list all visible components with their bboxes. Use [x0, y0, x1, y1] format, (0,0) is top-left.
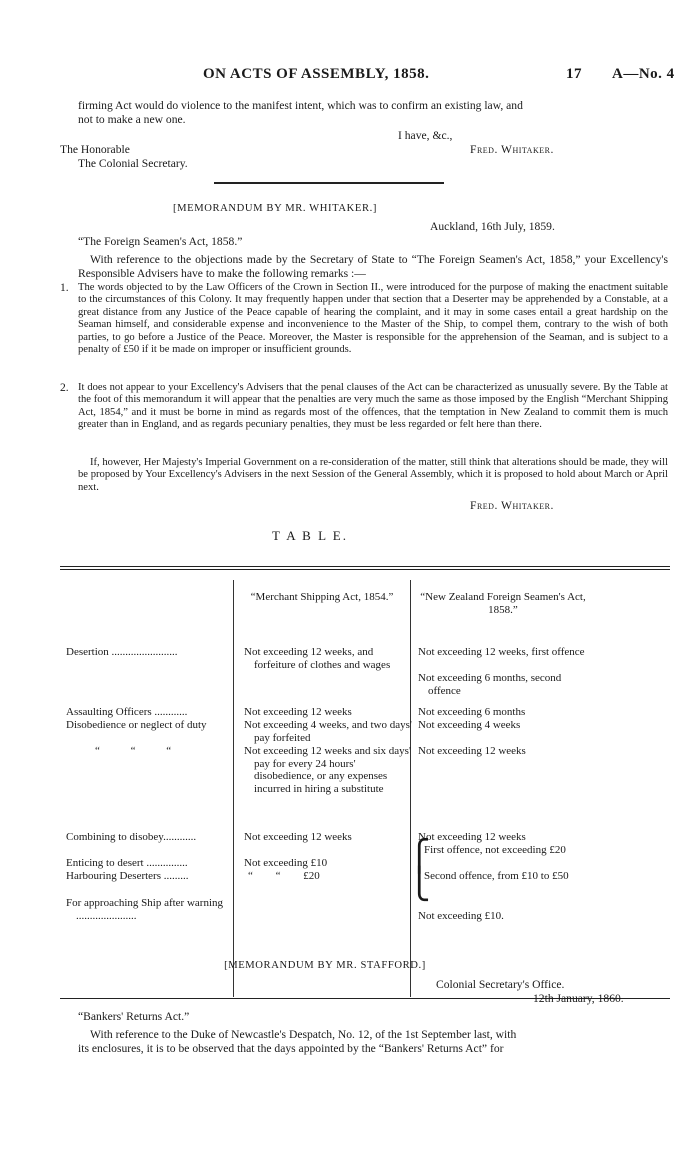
merchant-penalty-disobedience: Not exceeding 4 weeks, and two days' pay forfeited	[244, 719, 412, 744]
table-top-rule	[60, 566, 670, 567]
offence-ditto-marks: “ “ “	[95, 745, 172, 757]
page-number: 17	[566, 66, 582, 82]
offence-assaulting-officers: Assaulting Officers ............	[66, 706, 188, 718]
nz-penalty-approaching-ship: Not exceeding £10.	[418, 910, 504, 922]
point-1-paragraph: The words objected to by the Law Officers of the Crown in Section II., were introduced for the purpose of making the enactment suitable to the circumstances of this Colony. It may frequently happen under that section that a Deserter may be apprehended by a Constable, at a great distance from any Justice of the Peace capable of hearing the complaint, and it may in some cases entail a great hardship on the Seaman himself, and considerable expense and inconvenience to the Master of the Ship, to compel them, contrary to the wish of both parties, to go before a Justice of the Peace. Moreover, the Master is responsible for the apprehension of the Seaman, and is subject to a penalty of £50 if it be made on improper or insufficient grounds.	[78, 282, 668, 356]
closing-paragraph: If, however, Her Majesty's Imperial Government on a re-consideration of the matter, still think that alterations should be made, they will be proposed by Your Excellency's Advisers in the next Session of the General Assembly, which it is proposed to hold about March or April next.	[78, 457, 668, 493]
document-reference: A—No. 4	[612, 66, 675, 82]
offence-harbouring: Harbouring Deserters .........	[66, 870, 189, 882]
merchant-penalty-desertion: Not exceeding 12 weeks, and forfeiture of clothes and wages	[244, 646, 391, 671]
nz-penalty-second-offence: Second offence, from £10 to £50	[424, 870, 569, 882]
memo-signature-whitaker: Fred. Whitaker.	[470, 499, 554, 512]
memo-date-stafford: 12th January, 1860.	[533, 992, 624, 1005]
point-1-number: 1.	[60, 281, 69, 294]
table-header-merchant-shipping: “Merchant Shipping Act, 1854.”	[250, 591, 394, 603]
letter-signature: Fred. Whitaker.	[470, 143, 554, 156]
offence-combining: Combining to disobey............	[66, 831, 197, 843]
offence-approaching-ship: For approaching Ship after warning ......................	[66, 897, 224, 922]
nz-penalty-desertion-second: Not exceeding 6 months, second offence	[418, 672, 562, 697]
merchant-penalty-harbouring: “ “ £20	[248, 870, 320, 882]
point-2-paragraph: It does not appear to your Excellency's Advisers that the penal clauses of the Act can be characterized as unusually severe. By the Table at the foot of this memorandum it will appear that the penalties are very much the same as those imposed by the English “Merchant Shipping Act, 1854,” and it must be borne in mind as regards most of the offences, that the temptation in New Zealand to commit them is much greater than in England, and as regards pecuniary penalties, they must be less regarded or felt here than there.	[78, 382, 668, 431]
offence-enticing: Enticing to desert ...............	[66, 857, 188, 869]
merchant-penalty-assaulting: Not exceeding 12 weeks	[244, 706, 352, 718]
table-title: T A B L E.	[272, 528, 348, 543]
nz-penalty-disobedience: Not exceeding 4 weeks	[418, 719, 521, 731]
table-top-rule-inner	[60, 569, 670, 570]
merchant-penalty-enticing: Not exceeding £10	[244, 857, 328, 869]
page-header-title: ON ACTS OF ASSEMBLY, 1858.	[203, 66, 430, 82]
memo-heading-whitaker: [MEMORANDUM BY MR. WHITAKER.]	[173, 203, 377, 214]
act-title-bankers-returns: “Bankers' Returns Act.”	[78, 1010, 190, 1023]
memo-date-whitaker: Auckland, 16th July, 1859.	[430, 220, 555, 233]
point-2-number: 2.	[60, 381, 69, 394]
memo-heading-stafford: [MEMORANDUM BY MR. STAFFORD.]	[224, 960, 426, 971]
nz-penalty-combining: Not exceeding 12 weeks	[418, 831, 526, 843]
nz-penalty-assaulting: Not exceeding 6 months	[418, 706, 526, 718]
letter-addressee-2: The Colonial Secretary.	[78, 157, 188, 170]
table-column-divider-1	[233, 580, 234, 997]
offence-desertion: Desertion ........................	[66, 646, 178, 658]
memo-office-stafford: Colonial Secretary's Office.	[436, 978, 565, 991]
brace-upper: ⎧	[408, 840, 431, 873]
stafford-paragraph-line-1: With reference to the Duke of Newcastle's Despatch, No. 12, of the 1st September last, with	[90, 1028, 517, 1041]
letter-line-1: firming Act would do violence to the manifest intent, which was to confirm an existing law, and	[78, 99, 523, 112]
act-title-foreign-seamen: “The Foreign Seamen's Act, 1858.”	[78, 235, 243, 248]
letter-closing: I have, &c.,	[398, 129, 453, 142]
letter-addressee-1: The Honorable	[60, 143, 130, 156]
merchant-penalty-continued-disobedience: Not exceeding 12 weeks and six days' pay for every 24 hours' disobedience, or any expenses incurred in hiring a substitute	[244, 745, 411, 795]
nz-penalty-continued-disobedience: Not exceeding 12 weeks	[418, 745, 526, 757]
section-divider	[214, 182, 444, 184]
letter-line-2: not to make a new one.	[78, 113, 186, 126]
brace-lower: ⎩	[408, 868, 431, 901]
merchant-penalty-combining: Not exceeding 12 weeks	[244, 831, 352, 843]
offence-disobedience: Disobedience or neglect of duty	[66, 719, 207, 731]
memo-intro-paragraph: With reference to the objections made by the Secretary of State to “The Foreign Seamen's Act, 1858,” your Excellency's Responsible Advisers have to make the following remarks :—	[78, 253, 668, 280]
nz-penalty-first-offence: First offence, not exceeding £20	[424, 844, 566, 856]
stafford-paragraph-line-2: its enclosures, it is to be observed that the days appointed by the “Bankers' Returns Act” for	[78, 1042, 504, 1055]
nz-penalty-desertion-first: Not exceeding 12 weeks, first offence	[418, 646, 585, 658]
table-header-nz-foreign-seamen: “New Zealand Foreign Seamen's Act, 1858.”	[420, 591, 586, 616]
